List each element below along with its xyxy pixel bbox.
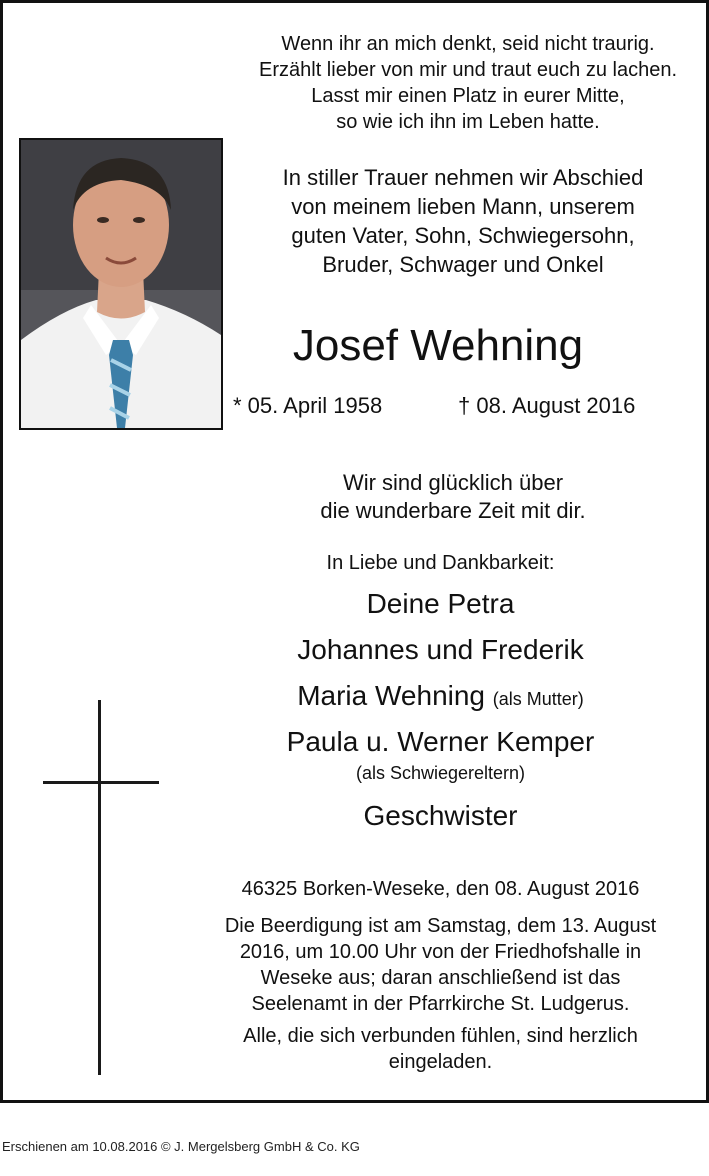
funeral-info <box>203 913 678 1017</box>
invite-line: Alle, die sich verbunden fühlen, sind herzlich <box>243 1025 638 1047</box>
portrait-image <box>21 140 221 428</box>
birth-date: * 05. April 1958 <box>233 393 383 418</box>
portrait-photo <box>19 138 223 430</box>
invite-line: eingeladen. <box>388 1051 493 1073</box>
death-date: † 08. August 2016 <box>458 393 636 418</box>
poem <box>228 31 708 135</box>
signer-in-laws-note: (als Schwiegereltern) <box>355 763 526 783</box>
funeral-line: 2016, um 10.00 Uhr von der Friedhofshalle in <box>239 941 642 963</box>
funeral-line: Seelenamt in der Pfarrkirche St. Ludgerus. <box>251 993 630 1015</box>
intro-line: Bruder, Schwager und Onkel <box>322 252 604 277</box>
quote <box>228 469 678 525</box>
cross-symbol <box>43 700 159 1075</box>
funeral-line: Die Beerdigung ist am Samstag, dem 13. August <box>224 915 657 937</box>
poem-line: Erzählt lieber von mir und traut euch zu lachen. <box>259 59 677 81</box>
signer-siblings: Geschwister <box>363 800 518 831</box>
signer-mother-name: Maria Wehning <box>297 680 485 711</box>
funeral-line: Weseke aus; daran anschließend ist das <box>260 967 621 989</box>
cross-vertical-bar <box>98 700 101 1075</box>
quote-line: Wir sind glücklich über <box>342 470 564 495</box>
poem-line: Wenn ihr an mich denkt, seid nicht traurig. <box>281 33 655 55</box>
intro-text <box>228 163 698 279</box>
signer-children: Johannes und Frederik <box>297 634 584 665</box>
intro-line: guten Vater, Sohn, Schwiegersohn, <box>291 223 635 248</box>
deceased-name: Josef Wehning <box>292 321 584 370</box>
poem-line: Lasst mir einen Platz in eurer Mitte, <box>311 85 625 107</box>
signer-in-laws: Paula u. Werner Kemper <box>286 726 595 757</box>
signer-petra: Deine Petra <box>366 588 515 619</box>
intro-line: von meinem lieben Mann, unserem <box>291 194 635 219</box>
love-heading: In Liebe und Dankbarkeit: <box>326 552 555 574</box>
signer-mother <box>228 678 653 717</box>
signer-mother-note: (als Mutter) <box>492 689 584 709</box>
publication-footer: Erschienen am 10.08.2016 © J. Mergelsberg GmbH & Co. KG <box>2 1139 360 1154</box>
poem-line: so wie ich ihn im Leben hatte. <box>336 111 600 133</box>
invitation <box>203 1023 678 1075</box>
intro-line: In stiller Trauer nehmen wir Abschied <box>282 165 644 190</box>
quote-line: die wunderbare Zeit mit dir. <box>320 498 586 523</box>
cross-horizontal-bar <box>43 781 159 784</box>
place-date: 46325 Borken-Weseke, den 08. August 2016 <box>241 878 640 900</box>
